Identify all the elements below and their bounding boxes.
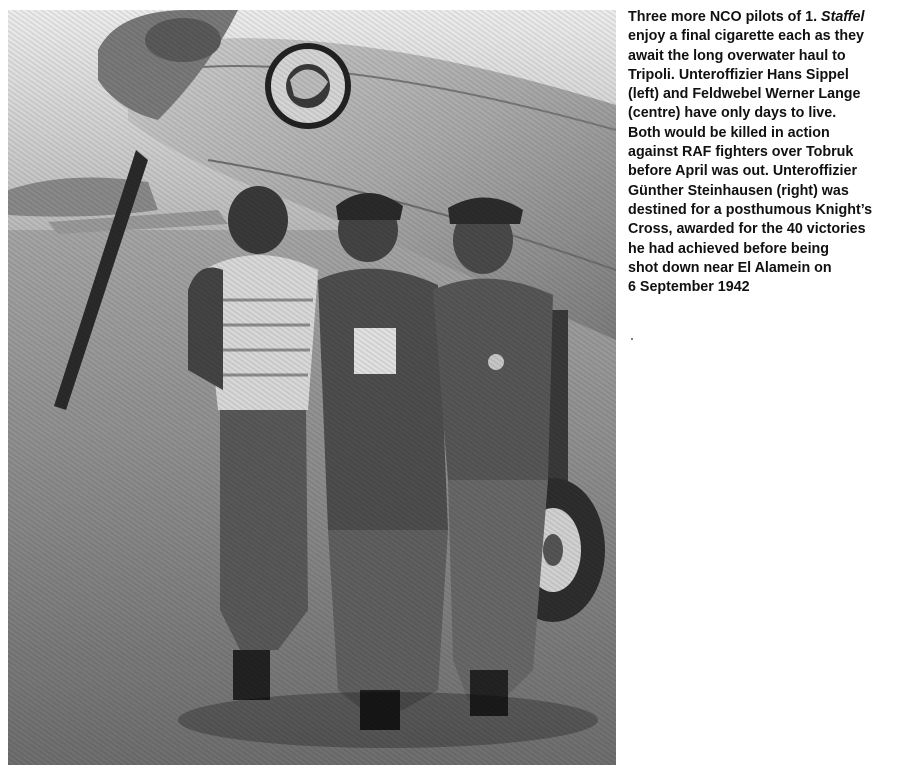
stray-mark <box>631 338 633 340</box>
caption-staffel-italic: Staffel <box>821 9 865 25</box>
caption-text-start: Three more NCO pilots of 1. <box>628 9 822 25</box>
caption-text-rest: enjoy a final cigarette each as they await the long overwater haul to Tripoli. Unteroffizier Hans Sippel (left) and Feldwebel Werner Lange (centre) have only days to live. Both would be killed in action against RAF fighters over Tobruk before April was out. Unteroffizier Günther Steinhausen (right) was destined for a posthumous Knight’s Cross, awarded for the 40 victories he had achieved before being shot down near El Alamein on 6 September 1942 <box>628 28 873 296</box>
photo-caption <box>628 8 902 297</box>
historical-photo <box>8 10 616 765</box>
photo-illustration <box>8 10 616 765</box>
